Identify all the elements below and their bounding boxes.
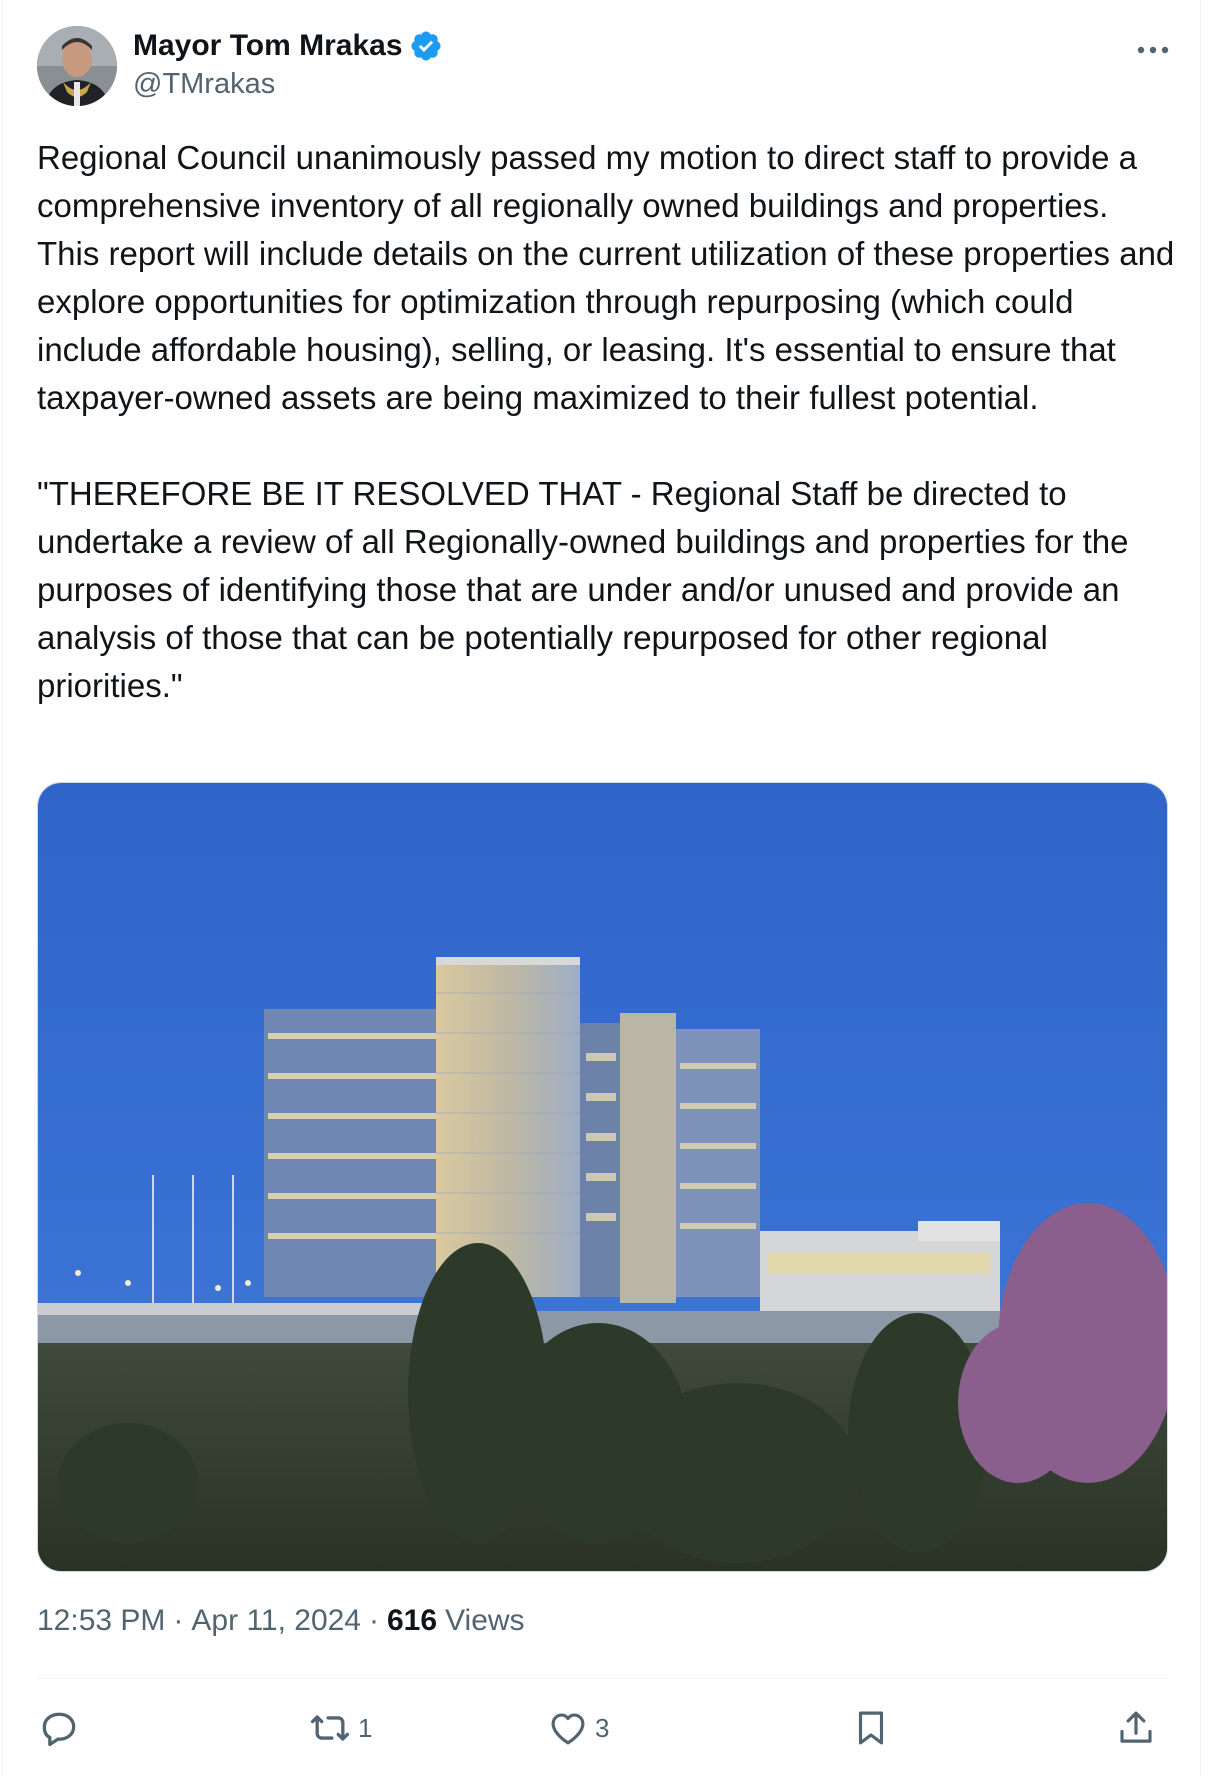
verified-badge-icon — [409, 29, 443, 63]
tweet-time[interactable]: 12:53 PM — [37, 1604, 166, 1637]
avatar[interactable] — [37, 26, 117, 106]
like-count: 3 — [595, 1712, 610, 1743]
views-label: Views — [445, 1604, 525, 1637]
building-photo — [38, 783, 1168, 1572]
tweet-meta — [37, 1604, 525, 1638]
like-button[interactable] — [547, 1700, 609, 1756]
divider — [37, 1678, 1168, 1679]
display-name[interactable]: Mayor Tom Mrakas — [133, 29, 403, 62]
tweet-header — [37, 26, 1173, 106]
retweet-button[interactable] — [308, 1700, 372, 1756]
share-button[interactable] — [1115, 1700, 1157, 1756]
share-icon — [1115, 1707, 1157, 1749]
retweet-icon — [308, 1706, 352, 1750]
retweet-count: 1 — [358, 1712, 373, 1743]
reply-icon — [37, 1706, 81, 1750]
bookmark-icon — [850, 1707, 892, 1749]
tweet-date[interactable]: Apr 11, 2024 — [191, 1604, 361, 1637]
reply-button[interactable] — [37, 1700, 87, 1756]
tweet-text: Regional Council unanimously passed my motion to direct staff to provide a comprehensive inventory of all regionally owned buildings and properties. This report will include details on the current utilization of these properties and explore opportunities for optimization through repurposing (which could include affordable housing), selling, or leasing. It's essential to ensure that taxpayer-owned assets are being maximized to their fullest potential. "THEREFORE BE IT RESOLVED THAT - Regional Staff be directed to undertake a review of all Regionally-owned buildings and properties for the purposes of identifying those that are under and/or unused and provide an analysis of those that can be potentially repurposed for other regional priorities." — [37, 139, 1175, 704]
card-border-left — [2, 0, 3, 1776]
meta-separator: · — [369, 1604, 379, 1637]
action-bar — [37, 1700, 1168, 1756]
name-row — [133, 26, 443, 66]
views-count[interactable]: 616 — [387, 1604, 438, 1637]
more-options-icon[interactable] — [1133, 40, 1173, 60]
bookmark-button[interactable] — [850, 1700, 892, 1756]
heart-icon — [547, 1707, 589, 1749]
tweet-photo[interactable] — [37, 782, 1168, 1572]
card-border-right — [1200, 0, 1201, 1776]
meta-separator: · — [173, 1604, 184, 1637]
user-handle[interactable]: @TMrakas — [133, 68, 276, 100]
